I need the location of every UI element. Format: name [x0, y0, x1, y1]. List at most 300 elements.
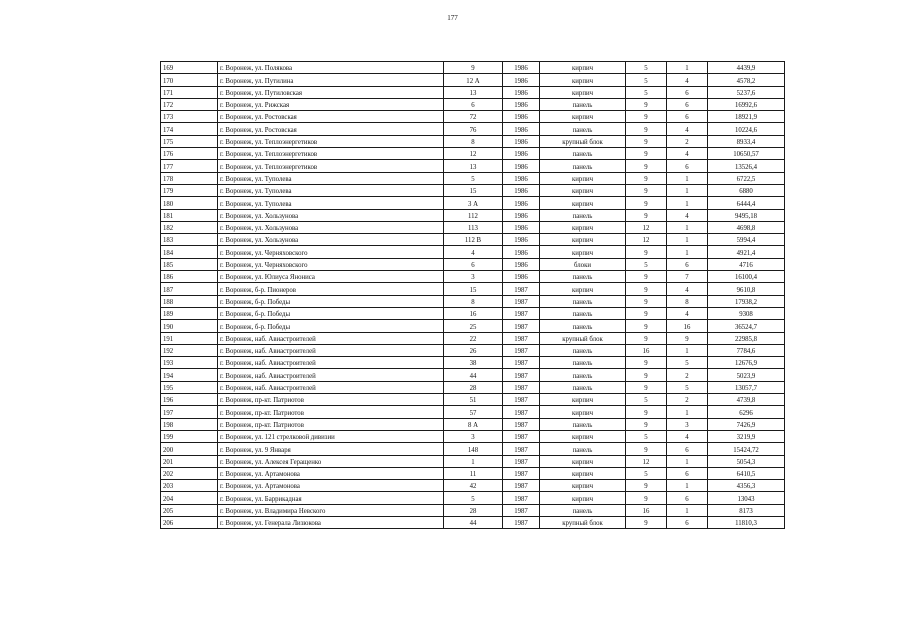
year-built-cell: 1986 [503, 98, 540, 110]
area-cell: 17938,2 [708, 295, 785, 307]
entrances-cell: 8 [667, 295, 708, 307]
area-cell: 12676,9 [708, 357, 785, 369]
area-cell: 13043 [708, 492, 785, 504]
entrances-cell: 1 [667, 221, 708, 233]
floors-cell: 9 [626, 480, 667, 492]
house-number-cell: 76 [444, 123, 503, 135]
row-number: 174 [161, 123, 218, 135]
house-number-cell: 22 [444, 332, 503, 344]
row-number: 190 [161, 320, 218, 332]
floors-cell: 16 [626, 344, 667, 356]
row-number: 196 [161, 394, 218, 406]
house-number-cell: 11 [444, 467, 503, 479]
row-number: 185 [161, 258, 218, 270]
entrances-cell: 5 [667, 381, 708, 393]
table-row [161, 418, 785, 430]
row-number: 193 [161, 357, 218, 369]
area-cell: 16100,4 [708, 271, 785, 283]
floors-cell: 16 [626, 504, 667, 516]
floors-cell: 9 [626, 381, 667, 393]
house-number-cell: 57 [444, 406, 503, 418]
address-cell: г. Воронеж, пр-кт. Патриотов [218, 418, 444, 430]
house-number-cell: 8 [444, 135, 503, 147]
year-built-cell: 1986 [503, 246, 540, 258]
year-built-cell: 1987 [503, 467, 540, 479]
floors-cell: 9 [626, 160, 667, 172]
house-number-cell: 1 [444, 455, 503, 467]
row-number: 188 [161, 295, 218, 307]
address-cell: г. Воронеж, ул. Хользунова [218, 209, 444, 221]
floors-cell: 9 [626, 98, 667, 110]
area-cell: 36524,7 [708, 320, 785, 332]
address-cell: г. Воронеж, ул. Теплоэнергетиков [218, 135, 444, 147]
entrances-cell: 6 [667, 516, 708, 528]
house-number-cell: 9 [444, 62, 503, 74]
address-cell: г. Воронеж, наб. Авиастроителей [218, 344, 444, 356]
entrances-cell: 1 [667, 480, 708, 492]
entrances-cell: 1 [667, 344, 708, 356]
area-cell: 3219,9 [708, 430, 785, 442]
table-row [161, 148, 785, 160]
wall-material-cell: кирпич [540, 197, 626, 209]
floors-cell: 9 [626, 357, 667, 369]
area-cell: 18921,9 [708, 111, 785, 123]
table-row [161, 234, 785, 246]
floors-cell: 12 [626, 455, 667, 467]
floors-cell: 9 [626, 246, 667, 258]
year-built-cell: 1987 [503, 504, 540, 516]
entrances-cell: 4 [667, 430, 708, 442]
row-number: 186 [161, 271, 218, 283]
address-cell: г. Воронеж, наб. Авиастроителей [218, 369, 444, 381]
address-cell: г. Воронеж, ул. Путиловская [218, 86, 444, 98]
row-number: 195 [161, 381, 218, 393]
floors-cell: 9 [626, 172, 667, 184]
house-number-cell: 72 [444, 111, 503, 123]
address-cell: г. Воронеж, ул. Алексея Геращенко [218, 455, 444, 467]
area-cell: 4739,8 [708, 394, 785, 406]
table-row [161, 123, 785, 135]
entrances-cell: 1 [667, 234, 708, 246]
floors-cell: 9 [626, 406, 667, 418]
year-built-cell: 1986 [503, 62, 540, 74]
table-row [161, 283, 785, 295]
year-built-cell: 1986 [503, 160, 540, 172]
floors-cell: 9 [626, 283, 667, 295]
year-built-cell: 1987 [503, 418, 540, 430]
row-number: 178 [161, 172, 218, 184]
floors-cell: 9 [626, 307, 667, 319]
table-row [161, 406, 785, 418]
row-number: 206 [161, 516, 218, 528]
wall-material-cell: кирпич [540, 467, 626, 479]
entrances-cell: 2 [667, 369, 708, 381]
row-number: 169 [161, 62, 218, 74]
year-built-cell: 1986 [503, 86, 540, 98]
house-number-cell: 16 [444, 307, 503, 319]
row-number: 179 [161, 184, 218, 196]
entrances-cell: 1 [667, 455, 708, 467]
address-cell: г. Воронеж, ул. Хользунова [218, 234, 444, 246]
wall-material-cell: панель [540, 307, 626, 319]
floors-cell: 5 [626, 394, 667, 406]
entrances-cell: 1 [667, 246, 708, 258]
year-built-cell: 1986 [503, 197, 540, 209]
entrances-cell: 2 [667, 135, 708, 147]
wall-material-cell: панель [540, 295, 626, 307]
row-number: 187 [161, 283, 218, 295]
house-number-cell: 12 А [444, 74, 503, 86]
wall-material-cell: крупный блок [540, 135, 626, 147]
area-cell: 8173 [708, 504, 785, 516]
address-cell: г. Воронеж, ул. Туполева [218, 172, 444, 184]
address-cell: г. Воронеж, наб. Авиастроителей [218, 381, 444, 393]
house-number-cell: 3 А [444, 197, 503, 209]
table-row [161, 307, 785, 319]
table-row [161, 430, 785, 442]
floors-cell: 9 [626, 197, 667, 209]
year-built-cell: 1986 [503, 172, 540, 184]
row-number: 180 [161, 197, 218, 209]
wall-material-cell: панель [540, 320, 626, 332]
wall-material-cell: панель [540, 504, 626, 516]
table-row [161, 62, 785, 74]
wall-material-cell: панель [540, 271, 626, 283]
floors-cell: 9 [626, 516, 667, 528]
area-cell: 9610,8 [708, 283, 785, 295]
row-number: 205 [161, 504, 218, 516]
year-built-cell: 1986 [503, 258, 540, 270]
floors-cell: 9 [626, 418, 667, 430]
row-number: 173 [161, 111, 218, 123]
address-cell: г. Воронеж, ул. Юлиуса Янониса [218, 271, 444, 283]
address-cell: г. Воронеж, пр-кт. Патриотов [218, 394, 444, 406]
year-built-cell: 1987 [503, 344, 540, 356]
year-built-cell: 1987 [503, 455, 540, 467]
floors-cell: 9 [626, 111, 667, 123]
house-number-cell: 26 [444, 344, 503, 356]
house-number-cell: 3 [444, 271, 503, 283]
floors-cell: 5 [626, 62, 667, 74]
house-number-cell: 148 [444, 443, 503, 455]
area-cell: 4921,4 [708, 246, 785, 258]
wall-material-cell: панель [540, 123, 626, 135]
address-cell: г. Воронеж, ул. Черняховского [218, 258, 444, 270]
floors-cell: 9 [626, 295, 667, 307]
row-number: 171 [161, 86, 218, 98]
address-cell: г. Воронеж, ул. Теплоэнергетиков [218, 148, 444, 160]
wall-material-cell: панель [540, 369, 626, 381]
address-cell: г. Воронеж, ул. Ростовская [218, 111, 444, 123]
entrances-cell: 6 [667, 443, 708, 455]
row-number: 197 [161, 406, 218, 418]
table-row [161, 184, 785, 196]
floors-cell: 9 [626, 184, 667, 196]
address-cell: г. Воронеж, ул. Хользунова [218, 221, 444, 233]
table-row [161, 516, 785, 528]
area-cell: 4356,3 [708, 480, 785, 492]
table-row [161, 209, 785, 221]
wall-material-cell: панель [540, 98, 626, 110]
entrances-cell: 2 [667, 394, 708, 406]
wall-material-cell: кирпич [540, 184, 626, 196]
wall-material-cell: панель [540, 209, 626, 221]
table-row [161, 369, 785, 381]
row-number: 182 [161, 221, 218, 233]
floors-cell: 5 [626, 258, 667, 270]
wall-material-cell: кирпич [540, 394, 626, 406]
housing-stock-table [160, 61, 785, 529]
row-number: 192 [161, 344, 218, 356]
year-built-cell: 1987 [503, 357, 540, 369]
entrances-cell: 1 [667, 184, 708, 196]
house-number-cell: 113 [444, 221, 503, 233]
area-cell: 16992,6 [708, 98, 785, 110]
house-number-cell: 44 [444, 369, 503, 381]
year-built-cell: 1986 [503, 148, 540, 160]
house-number-cell: 38 [444, 357, 503, 369]
house-number-cell: 28 [444, 504, 503, 516]
area-cell: 4439,9 [708, 62, 785, 74]
entrances-cell: 1 [667, 62, 708, 74]
area-cell: 6410,5 [708, 467, 785, 479]
area-cell: 6880 [708, 184, 785, 196]
table-row [161, 455, 785, 467]
entrances-cell: 6 [667, 467, 708, 479]
table-body [161, 62, 785, 529]
table-row [161, 332, 785, 344]
year-built-cell: 1987 [503, 283, 540, 295]
wall-material-cell: кирпич [540, 406, 626, 418]
area-cell: 5994,4 [708, 234, 785, 246]
entrances-cell: 4 [667, 209, 708, 221]
wall-material-cell: кирпич [540, 455, 626, 467]
year-built-cell: 1986 [503, 123, 540, 135]
wall-material-cell: кирпич [540, 111, 626, 123]
floors-cell: 9 [626, 369, 667, 381]
floors-cell: 9 [626, 492, 667, 504]
floors-cell: 9 [626, 209, 667, 221]
table-row [161, 98, 785, 110]
house-number-cell: 8 [444, 295, 503, 307]
entrances-cell: 4 [667, 123, 708, 135]
address-cell: г. Воронеж, ул. Путилина [218, 74, 444, 86]
area-cell: 4578,2 [708, 74, 785, 86]
entrances-cell: 4 [667, 283, 708, 295]
row-number: 183 [161, 234, 218, 246]
table-row [161, 504, 785, 516]
year-built-cell: 1987 [503, 492, 540, 504]
year-built-cell: 1987 [503, 443, 540, 455]
year-built-cell: 1986 [503, 74, 540, 86]
table-row [161, 197, 785, 209]
address-cell: г. Воронеж, наб. Авиастроителей [218, 332, 444, 344]
house-number-cell: 6 [444, 258, 503, 270]
year-built-cell: 1987 [503, 394, 540, 406]
wall-material-cell: кирпич [540, 221, 626, 233]
entrances-cell: 4 [667, 307, 708, 319]
row-number: 199 [161, 430, 218, 442]
address-cell: г. Воронеж, пр-кт. Патриотов [218, 406, 444, 418]
row-number: 201 [161, 455, 218, 467]
house-number-cell: 28 [444, 381, 503, 393]
wall-material-cell: кирпич [540, 246, 626, 258]
address-cell: г. Воронеж, ул. Ростовская [218, 123, 444, 135]
wall-material-cell: кирпич [540, 492, 626, 504]
wall-material-cell: панель [540, 160, 626, 172]
address-cell: г. Воронеж, б-р. Победы [218, 295, 444, 307]
floors-cell: 5 [626, 430, 667, 442]
wall-material-cell: панель [540, 418, 626, 430]
area-cell: 5237,6 [708, 86, 785, 98]
house-number-cell: 8 А [444, 418, 503, 430]
house-number-cell: 51 [444, 394, 503, 406]
wall-material-cell: кирпич [540, 430, 626, 442]
address-cell: г. Воронеж, ул. Туполева [218, 197, 444, 209]
area-cell: 10650,57 [708, 148, 785, 160]
house-number-cell: 15 [444, 184, 503, 196]
wall-material-cell: панель [540, 344, 626, 356]
house-number-cell: 4 [444, 246, 503, 258]
year-built-cell: 1986 [503, 271, 540, 283]
row-number: 177 [161, 160, 218, 172]
year-built-cell: 1987 [503, 320, 540, 332]
row-number: 200 [161, 443, 218, 455]
table-row [161, 381, 785, 393]
floors-cell: 9 [626, 332, 667, 344]
entrances-cell: 4 [667, 148, 708, 160]
year-built-cell: 1986 [503, 184, 540, 196]
floors-cell: 12 [626, 234, 667, 246]
address-cell: г. Воронеж, ул. Полякова [218, 62, 444, 74]
year-built-cell: 1986 [503, 221, 540, 233]
row-number: 181 [161, 209, 218, 221]
area-cell: 6444,4 [708, 197, 785, 209]
floors-cell: 12 [626, 221, 667, 233]
table-row [161, 111, 785, 123]
area-cell: 9495,18 [708, 209, 785, 221]
wall-material-cell: блоки [540, 258, 626, 270]
entrances-cell: 6 [667, 111, 708, 123]
entrances-cell: 1 [667, 504, 708, 516]
year-built-cell: 1987 [503, 369, 540, 381]
year-built-cell: 1987 [503, 307, 540, 319]
wall-material-cell: крупный блок [540, 516, 626, 528]
row-number: 194 [161, 369, 218, 381]
floors-cell: 5 [626, 74, 667, 86]
entrances-cell: 6 [667, 160, 708, 172]
house-number-cell: 112 [444, 209, 503, 221]
table-row [161, 443, 785, 455]
entrances-cell: 6 [667, 258, 708, 270]
house-number-cell: 3 [444, 430, 503, 442]
area-cell: 10224,6 [708, 123, 785, 135]
table-row [161, 480, 785, 492]
area-cell: 13057,7 [708, 381, 785, 393]
row-number: 198 [161, 418, 218, 430]
table-row [161, 172, 785, 184]
table-row [161, 74, 785, 86]
address-cell: г. Воронеж, ул. Владимира Невского [218, 504, 444, 516]
table-row [161, 492, 785, 504]
address-cell: г. Воронеж, б-р. Победы [218, 320, 444, 332]
wall-material-cell: кирпич [540, 234, 626, 246]
row-number: 189 [161, 307, 218, 319]
table-row [161, 271, 785, 283]
table-row [161, 246, 785, 258]
table-row [161, 295, 785, 307]
area-cell: 6722,5 [708, 172, 785, 184]
address-cell: г. Воронеж, ул. 121 стрелковой дивизии [218, 430, 444, 442]
row-number: 175 [161, 135, 218, 147]
year-built-cell: 1987 [503, 332, 540, 344]
area-cell: 22985,8 [708, 332, 785, 344]
area-cell: 4698,8 [708, 221, 785, 233]
address-cell: г. Воронеж, ул. Туполева [218, 184, 444, 196]
floors-cell: 9 [626, 320, 667, 332]
address-cell: г. Воронеж, наб. Авиастроителей [218, 357, 444, 369]
year-built-cell: 1987 [503, 430, 540, 442]
area-cell: 4716 [708, 258, 785, 270]
house-number-cell: 25 [444, 320, 503, 332]
year-built-cell: 1986 [503, 135, 540, 147]
floors-cell: 5 [626, 467, 667, 479]
table-row [161, 258, 785, 270]
house-number-cell: 6 [444, 98, 503, 110]
entrances-cell: 7 [667, 271, 708, 283]
house-number-cell: 15 [444, 283, 503, 295]
area-cell: 5054,3 [708, 455, 785, 467]
wall-material-cell: кирпич [540, 480, 626, 492]
address-cell: г. Воронеж, б-р. Победы [218, 307, 444, 319]
page-number: 177 [447, 14, 458, 22]
row-number: 176 [161, 148, 218, 160]
area-cell: 11810,3 [708, 516, 785, 528]
area-cell: 13526,4 [708, 160, 785, 172]
wall-material-cell: кирпич [540, 86, 626, 98]
year-built-cell: 1987 [503, 295, 540, 307]
address-cell: г. Воронеж, ул. Артамонова [218, 467, 444, 479]
table-row [161, 135, 785, 147]
year-built-cell: 1987 [503, 406, 540, 418]
address-cell: г. Воронеж, б-р. Пионеров [218, 283, 444, 295]
address-cell: г. Воронеж, ул. Артамонова [218, 480, 444, 492]
year-built-cell: 1986 [503, 234, 540, 246]
entrances-cell: 4 [667, 74, 708, 86]
house-number-cell: 5 [444, 172, 503, 184]
year-built-cell: 1987 [503, 480, 540, 492]
wall-material-cell: панель [540, 443, 626, 455]
address-cell: г. Воронеж, ул. 9 Января [218, 443, 444, 455]
table-row [161, 344, 785, 356]
row-number: 184 [161, 246, 218, 258]
year-built-cell: 1987 [503, 516, 540, 528]
table-row [161, 86, 785, 98]
row-number: 203 [161, 480, 218, 492]
entrances-cell: 1 [667, 172, 708, 184]
house-number-cell: 44 [444, 516, 503, 528]
table-row [161, 221, 785, 233]
row-number: 172 [161, 98, 218, 110]
entrances-cell: 5 [667, 357, 708, 369]
floors-cell: 9 [626, 443, 667, 455]
table-row [161, 160, 785, 172]
floors-cell: 9 [626, 148, 667, 160]
house-number-cell: 13 [444, 86, 503, 98]
floors-cell: 9 [626, 123, 667, 135]
address-cell: г. Воронеж, ул. Черняховского [218, 246, 444, 258]
wall-material-cell: крупный блок [540, 332, 626, 344]
